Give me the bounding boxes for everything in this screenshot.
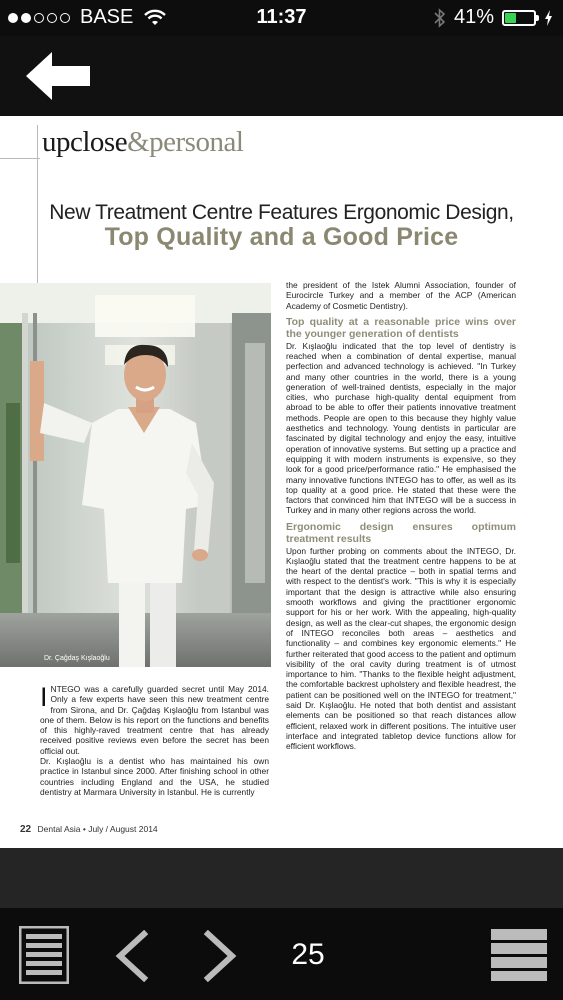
bluetooth-icon bbox=[434, 8, 446, 28]
page-footer bbox=[20, 824, 158, 835]
article-subheadline: Top Quality and a Good Price bbox=[104, 223, 459, 251]
ergonomic-paragraph: Upon further probing on comments about the INTEGO, Dr. Kışlaoğlu stated that the treatment centre happens to be at the heart of the dental practice – both in spatial terms and with respect to the dentist's work. "This is why it is especially important that the design is attractive while also ensuring smooth workflows and giving the practitioner ergonomic support for his or her work. With the appealing, high-quality design, as well as the clear-cut shapes, the ergonomic design of INTEGO reconciles both areas – aesthetics and functionality – and combines key ergonomic elements." He further reiterated that good access to the patient and optimum visibility of the oral cavity during treatment is of utmost importance to him. "Thanks to the flexible height adjustment, the comfortable backrest upholstery and flexible headrest, the patient can be positioned well on the INTEGO for treatment," said Dr. Kışlaoğlu. He noted that both dentist and assistant elements can be positioned so that reach distances allow efficient, relaxed work in different positions. The intuitive user interface and integrated tabletop device functions allow for efficient workflows. bbox=[286, 545, 516, 752]
section-title-personal: &personal bbox=[127, 126, 244, 158]
menu-list-icon[interactable] bbox=[490, 928, 548, 982]
photo-caption: Dr. Çağdaş Kışlaoğlu bbox=[44, 655, 110, 662]
current-page-number: 25 bbox=[291, 938, 325, 971]
clock: 11:37 bbox=[256, 6, 307, 28]
battery-percent: 41% bbox=[453, 6, 494, 28]
quality-paragraph: Dr. Kışlaoğlu indicated that the top level of dentistry is reached when a combination of dental expertise, manual perfection and advanced technology is achieved. "In Turkey and many other countries in the world, there is a young generation of well-trained dentists, especially in the major cities, who purchase high-quality dental equipment from abroad to be able to offer their patients innovative treatment methods. People are open to this because they highly value aesthetics and technology. Young dentists in particular are fascinated by digital technology and enjoy the easy, intuitive operation of innovative systems. But setting up a practice and equipping it with modern instruments is expensive, so they look for a good price/performance ratio." He emphasised the many innovative functions INTEGO has to offer, as well as its top quality at a good price. He stated that these were the factors that convinced him that INTEGO will be a success in Turkey and in many other regions across the world. bbox=[286, 340, 516, 516]
back-arrow-icon[interactable] bbox=[26, 48, 92, 104]
left-column bbox=[40, 684, 269, 797]
drop-cap: I bbox=[40, 682, 48, 712]
section-title-upclose: upclose bbox=[42, 126, 128, 158]
footer-page-number: 22 bbox=[20, 824, 32, 835]
grid-view-icon[interactable] bbox=[19, 926, 69, 984]
section-rule-horizontal bbox=[0, 158, 40, 159]
subheading-ergonomic: Ergonomic design ensures optimum treatment results bbox=[286, 520, 516, 546]
battery-icon bbox=[502, 10, 536, 26]
subheading-quality: Top quality at a reasonable price wins over the younger generation of dentists bbox=[286, 315, 516, 341]
next-page-icon[interactable] bbox=[200, 930, 240, 982]
article-headline: New Treatment Centre Features Ergonomic Design, bbox=[49, 201, 514, 224]
top-navigation-bar bbox=[0, 36, 563, 116]
bottom-toolbar bbox=[0, 908, 563, 1000]
dentist-portrait-image bbox=[0, 283, 271, 667]
page-gap bbox=[0, 848, 563, 908]
magazine-page[interactable] bbox=[0, 116, 563, 848]
charging-icon bbox=[544, 10, 553, 26]
bio-paragraph: Dr. Kışlaoğlu is a dentist who has maintained his own practice in Istanbul since 2000. After finishing school in other countries including England and the USA, he studied dentistry at Marmara University in Istanbul. He is currently bbox=[40, 756, 269, 797]
carrier-name: BASE bbox=[80, 6, 134, 28]
article-photo bbox=[0, 283, 271, 667]
section-title bbox=[42, 126, 243, 159]
status-bar bbox=[0, 0, 563, 36]
intro-paragraph: NTEGO was a carefully guarded secret until May 2014. Only a few experts have seen this new treatment centre from Sirona, and Dr. Çağdaş Kışlaoğlu from Istanbul was one of them. Below is his report on the functions and benefits of this highly-raved treatment centre that has already received positive reviews even before the secret has been official out. bbox=[40, 684, 269, 756]
right-column bbox=[286, 280, 516, 752]
affiliation-paragraph: the president of the Istek Alumni Association, founder of Eurocircle Turkey and a member of the ACP (American Academy of Cosmetic Dentistry). bbox=[286, 280, 516, 311]
previous-page-icon[interactable] bbox=[112, 930, 152, 982]
footer-publication: Dental Asia • July / August 2014 bbox=[37, 824, 158, 834]
